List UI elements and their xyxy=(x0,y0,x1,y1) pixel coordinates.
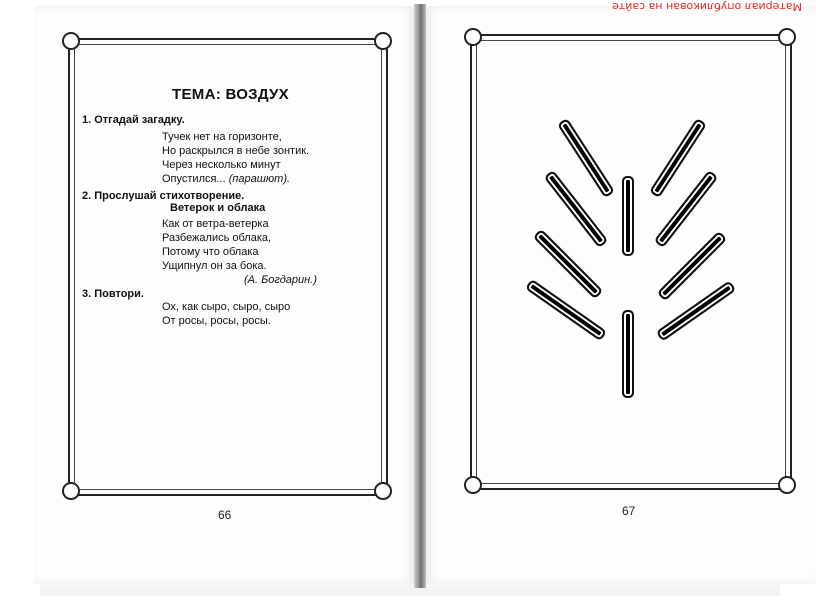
riddle-last-line: Опустился... xyxy=(162,173,226,185)
page-number-left: 66 xyxy=(218,508,232,522)
corner-ornament xyxy=(62,32,80,50)
riddle-line: Но раскрылся в небе зонтик. xyxy=(162,145,310,157)
poem-line: Разбежались облака, xyxy=(162,232,272,244)
poem-line: Потому что облака xyxy=(162,246,259,258)
riddle-answer: (парашют). xyxy=(228,173,291,185)
right-page-inner-border xyxy=(476,40,786,484)
corner-ornament xyxy=(778,476,796,494)
book-spine xyxy=(414,4,426,588)
section3-heading: 3. Повтори. xyxy=(82,288,144,300)
poem-title: Ветерок и облака xyxy=(170,202,266,214)
stick-trunk xyxy=(622,310,634,398)
poem-line: Ущипнул он за бока. xyxy=(162,260,267,272)
section2-heading: 2. Прослушай стихотворение. xyxy=(82,190,245,202)
poem-author: (А. Богдарин.) xyxy=(244,274,317,286)
corner-ornament xyxy=(374,32,392,50)
corner-ornament xyxy=(778,28,796,46)
stick-center-top xyxy=(622,176,634,256)
page-number-right: 67 xyxy=(622,504,636,518)
corner-ornament xyxy=(62,482,80,500)
corner-ornament xyxy=(464,28,482,46)
corner-ornament xyxy=(464,476,482,494)
page-title: ТЕМА: ВОЗДУХ xyxy=(172,86,289,103)
riddle-line xyxy=(162,172,290,186)
riddle-line: Тучек нет на горизонте, xyxy=(162,131,282,143)
watermark: Материал опубликован на сайте xyxy=(612,0,803,13)
riddle-line: Через несколько минут xyxy=(162,159,281,171)
repeat-line: Ох, как сыро, сыро, сыро xyxy=(162,301,291,313)
section1-heading: 1. Отгадай загадку. xyxy=(82,114,185,126)
corner-ornament xyxy=(374,482,392,500)
poem-line: Как от ветра-ветерка xyxy=(162,218,269,230)
repeat-line: От росы, росы, росы. xyxy=(162,315,271,327)
